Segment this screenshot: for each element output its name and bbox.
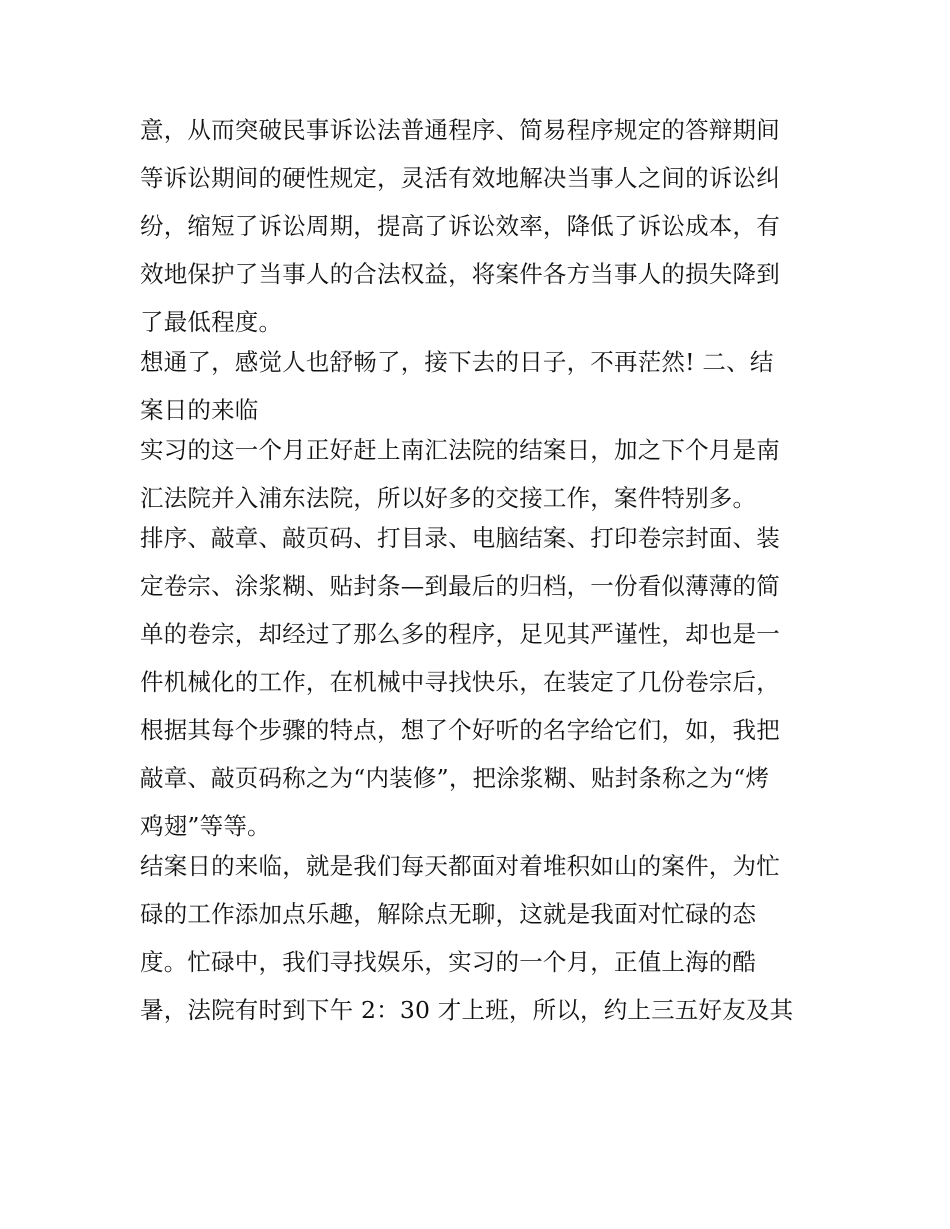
text-line: 排序、敲章、敲页码、打目录、电脑结案、打印卷宗封面、装 (140, 524, 780, 552)
text-line: 度。忙碌中，我们寻找娱乐，实习的一个月，正值上海的酷 (140, 948, 757, 976)
text-line: 根据其每个步骤的特点，想了个好听的名字给它们，如，我把 (140, 716, 780, 744)
text-line: 件机械化的工作，在机械中寻找快乐，在装定了几份卷宗后， (140, 668, 780, 696)
paragraph-3 (140, 430, 812, 518)
text-line: 结案日的来临，就是我们每天都面对着堆积如山的案件，为忙 (140, 852, 780, 880)
text-line: 意，从而突破民事诉讼法普通程序、简易程序规定的答辩期间 (140, 116, 780, 144)
document-page (140, 110, 812, 1038)
text-line: 纷，缩短了诉讼周期，提高了诉讼效率，降低了诉讼成本，有 (140, 212, 780, 240)
text-line: 定卷宗、涂浆糊、贴封条—到最后的归档，一份看似薄薄的简 (140, 572, 780, 600)
text-line: 想通了，感觉人也舒畅了，接下去的日子，不再茫然! 二、结 (140, 348, 774, 376)
text-line: 了最低程度。 (140, 308, 283, 336)
paragraph-4 (140, 518, 812, 846)
text-line: 暑，法院有时到下午 2：30 才上班，所以，约上三五好友及其 (140, 996, 794, 1024)
text-line: 鸡翅”等等。 (140, 812, 271, 840)
text-line: 等诉讼期间的硬性规定，灵活有效地解决当事人之间的诉讼纠 (140, 164, 780, 192)
text-line: 案日的来临 (140, 396, 259, 424)
text-line: 效地保护了当事人的合法权益，将案件各方当事人的损失降到 (140, 260, 780, 288)
text-line: 汇法院并入浦东法院，所以好多的交接工作，案件特别多。 (140, 484, 757, 512)
text-line: 单的卷宗，却经过了那么多的程序，足见其严谨性，却也是一 (140, 620, 780, 648)
text-line: 实习的这一个月正好赶上南汇法院的结案日，加之下个月是南 (140, 436, 780, 464)
text-line: 敲章、敲页码称之为“内装修”，把涂浆糊、贴封条称之为“烤 (140, 764, 770, 792)
text-line: 碌的工作添加点乐趣，解除点无聊，这就是我面对忙碌的态 (140, 900, 757, 928)
paragraph-5 (140, 846, 812, 1038)
paragraph-2 (140, 342, 812, 430)
paragraph-1 (140, 110, 812, 342)
